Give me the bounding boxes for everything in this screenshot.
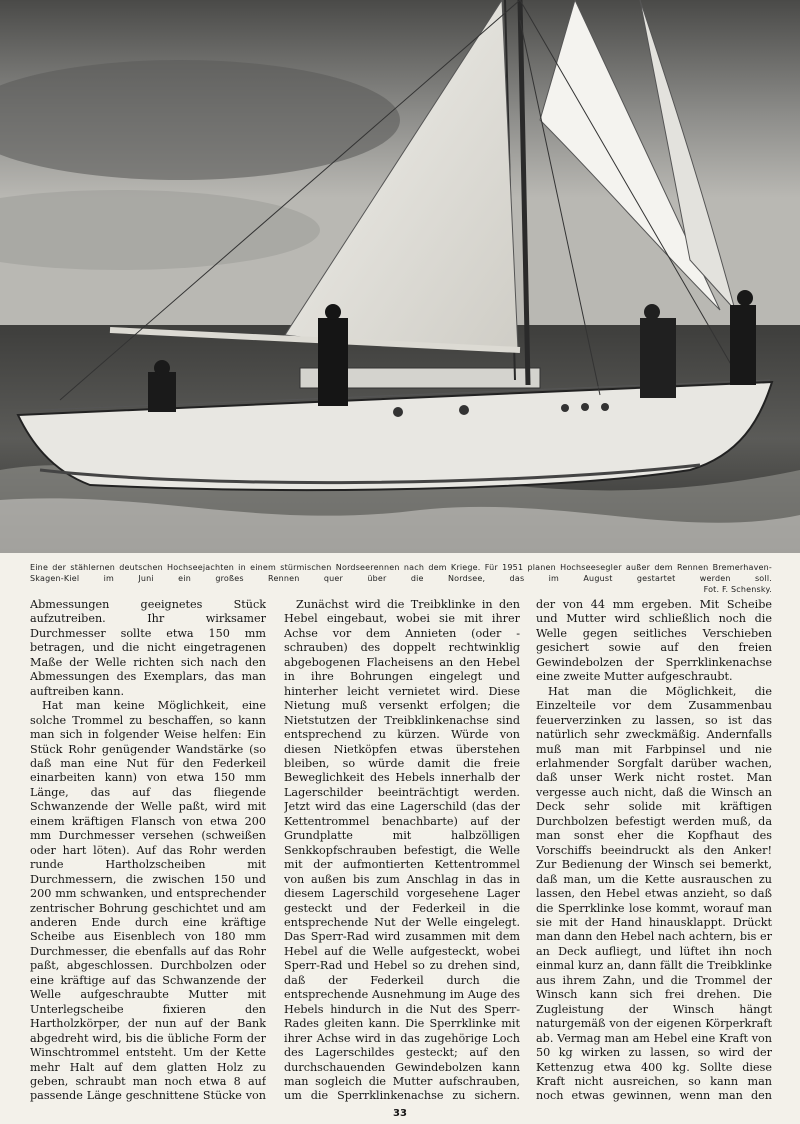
text-column-3 <box>536 598 772 1103</box>
text-column-1 <box>30 598 266 1103</box>
paragraph: Hat man keine Möglichkeit, eine solche Trommel zu beschaffen, so kann man sich in folgender Weise helfen: Ein Stück Rohr genügender Wandstärke (so daß man eine Nut für den Federkeil einarbeiten kann) von etwa 150 mm Länge, das auf das fliegende Schwanzende der Welle paßt, wird mit einem kräftigen Flansch von etwa 200 mm Durchmesser versehen (schweißen oder hart löten). Auf das Rohr werden runde Hartholzscheiben mit Durchmessern, die zwischen 150 und 200 mm schwanken, und entsprechender zentrischer Bohrung geschichtet und am anderen Ende durch eine kräftige Scheibe aus Eisenblech von 180 mm Durchmesser, die ebenfalls auf das Rohr paßt, abgeschlossen. Durchbolzen oder eine kräftige auf das Schwanzende der Welle aufgeschraubte Mutter mit Unterlegscheibe fixieren den Hartholzkörper, der nun auf der Bank abgedreht wird, bis die übliche Form der Winschtrommel entsteht. Um der Kette mehr Halt auf dem glatten Holz zu geben, schraubt man noch etwa 8 auf passende Länge geschnittene Stücke von <box>30 699 266 1103</box>
page-number: 33 <box>393 1108 407 1119</box>
paragraph: Zunächst wird die Treibklinke in den Hebel eingebaut, wobei sie mit ihrer Achse vor dem Annieten (oder -schrauben) des doppelt rechtwinklig abgebogenen Flacheisens an den Hebel in ihre Bohrungen eingelegt und hinterher leicht vernietet wird. Diese Nietung muß versenkt erfolgen; die Nietstutzen der Treibklinkenachse sind entsprechend zu kürzen. Würde von diesen Nietköpfen etwas überstehen bleiben, so würde damit die freie Beweglichkeit des Hebels innerhalb der Lagerschilder beeinträchtigt werden. Jetzt wird das eine Lagerschild (das der Kettentrommel benachbarte) auf der Grundplatte mit halbzölligen Senkkopfschrauben befestigt, die Welle mit der aufmontierten Kettentrommel von außen bis zum Anschlag in das in diesem Lagerschild vorgesehene Lager gesteckt und der Federkeil in die entsprechende Nut der Welle eingelegt. Das Sperr-Rad wird zusammen mit dem Hebel auf die Welle aufgesteckt, wobei Sperr-Rad und Hebel so zu drehen sind, daß der Federkeil durch die entsprechende Ausnehmung im Auge des Hebels hindurch in die Nut des Sperr-Rades gleiten kann. Die Sperrklinke mit ihrer Achse wird in das zugehörige Loch des Lagerschildes gesteckt; auf den durchschauenden Gewindebolzen kann man sogleich die Mutter aufschrauben, um die Sperrklinkenachse zu sichern. <box>284 598 520 1103</box>
text-column-2 <box>284 598 520 1103</box>
paragraph: Abmessungen geeignetes Stück aufzutreiben. Ihr wirksamer Durchmesser sollte etwa 150 mm betragen, und die nicht eingetragenen Maße der Welle richten sich nach den Abmessungen des Exemplars, das man auftreiben kann. <box>30 598 266 698</box>
paragraph: der von 44 mm ergeben. Mit Scheibe und Mutter wird schließlich noch die Welle gegen seitliches Verschieben gesichert sowie auf den freien Gewindebolzen der Sperrklinkenachse eine zweite Mutter aufgeschraubt. <box>536 598 772 684</box>
paragraph: Hat man die Möglichkeit, die Einzelteile vor dem Zusammenbau feuerverzinken zu lassen, so ist das natürlich sehr zweckmäßig. Andernfalls muß man mit Farbpinsel und nie erlahmender Sorgfalt darüber wachen, daß unser Werk nicht rostet. Man vergesse auch nicht, daß die Winsch an Deck sehr solide mit kräftigen Durchbolzen befestigt werden muß, da man sonst eher die Kopfhaut des Vorschiffs beeindruckt als den Anker! Zur Bedienung der Winsch sei bemerkt, daß man, um die Kette ausrauschen zu lassen, den Hebel etwas anzieht, so daß die Sperrklinke lose kommt, worauf man sie mit der Hand hinausklappt. Drückt man dann den Hebel nach achtern, bis er an Deck aufliegt, und lüftet ihn noch einmal kurz an, dann fällt die Treibklinke aus ihrem Zahn, und die Trommel der Winsch kann sich frei drehen. Die Zugleistung der Winsch hängt naturgemäß von der eigenen Körperkraft ab. Vermag man am Hebel eine Kraft von 50 kg wirken zu lassen, so wird der Kettenzug etwa 400 kg. Sollte diese Kraft nicht ausreichen, so kann man noch etwas gewinnen, wenn man den <box>536 684 772 1103</box>
caption-text: Eine der stählernen deutschen Hochseejachten in einem stürmischen Nordseerennen nach dem Kriege. Für 1951 planen Hochseesegler außer dem Rennen Bremerhaven-Skagen-Kiel im Juni ein großes Rennen quer über die Nordsee, das im August gestartet werden soll. <box>30 563 772 583</box>
sailing-yacht-photo <box>0 0 800 553</box>
photo-caption <box>30 562 772 595</box>
photo-credit: Fot. F. Schensky. <box>703 585 772 594</box>
